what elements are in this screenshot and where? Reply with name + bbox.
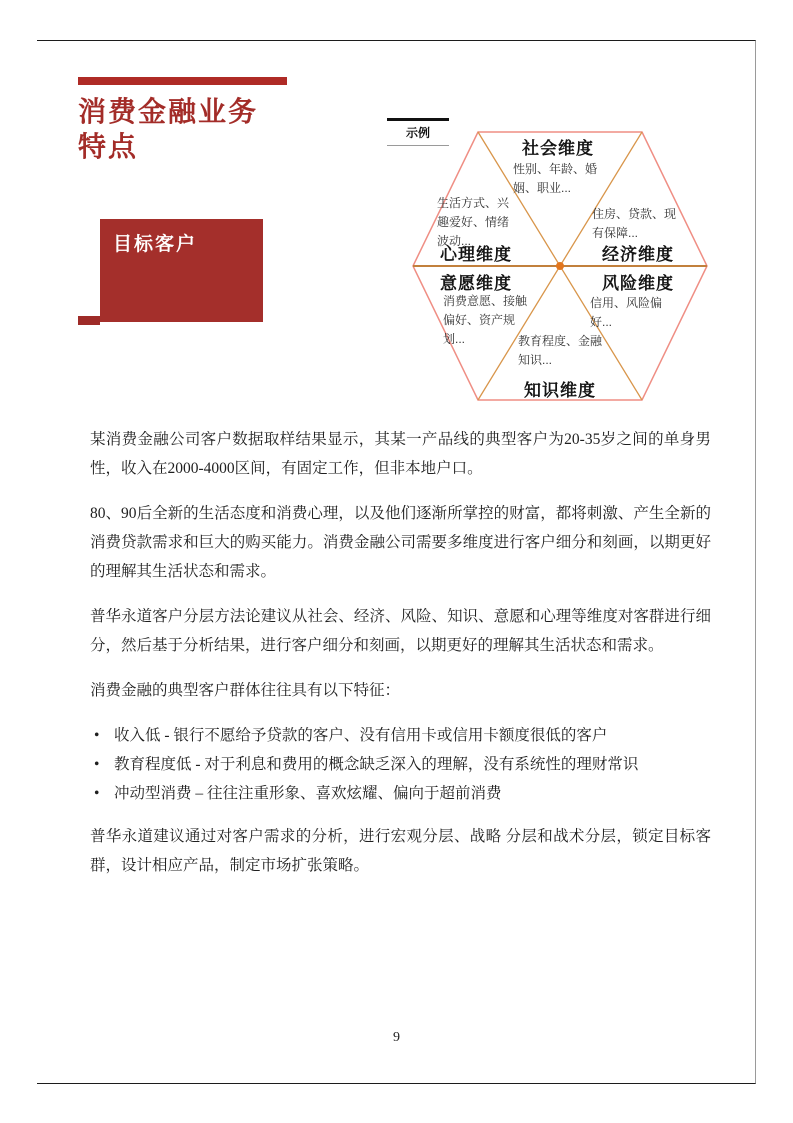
bullet-text: 冲动型消费 – 往往注重形象、喜欢炫耀、偏向于超前消费 [114,785,502,802]
bullet-icon: • [94,756,100,773]
dimension-detail-knowledge: 教育程度、金融知识... [518,334,603,367]
paragraph: 某消费金融公司客户数据取样结果显示，其某一产品线的典型客户为20-35岁之间的单身男性，收入在2000-4000区间，有固定工作，但非本地户口。 [90,431,711,477]
page-number: 9 [393,1030,400,1045]
section-box-corner-mark [78,316,100,325]
title-accent-bar [78,77,287,85]
dimension-label-risk: 风险维度 [602,274,674,293]
section-box [100,219,263,322]
page-title [78,95,378,165]
dimension-label-social: 社会维度 [522,139,594,158]
dimension-label-willingness: 意愿维度 [440,274,512,293]
dimension-label-psychological: 心理维度 [440,245,512,264]
dimension-label-economic: 经济维度 [602,245,674,264]
section-box-label: 目标客户 [113,234,198,255]
list-item [90,750,711,779]
bullet-icon: • [94,785,100,802]
paragraph: 普华永道客户分层方法论建议从社会、经济、风险、知识、意愿和心理等维度对客群进行细分，然后基于分析结果，进行客户细分和刻画，以期更好的理解其生活状态和需求。 [90,608,711,654]
paragraph: 消费金融的典型客户群体往往具有以下特征： [90,682,401,699]
dimension-detail-risk: 信用、风险偏好... [590,296,663,329]
closing-paragraph: 普华永道建议通过对客户需求的分析，进行宏观分层、战略 分层和战术分层，锁定目标客群，设计相应产品，制定市场扩张策略。 [90,828,711,874]
bullet-text: 教育程度低 - 对于利息和费用的概念缺乏深入的理解，没有系统性的理财常识 [114,756,639,773]
dimension-label-knowledge: 知识维度 [524,381,596,400]
dimensions-hexagon-diagram [385,112,730,417]
dimension-detail-economic: 住房、贷款、现有保障... [592,207,677,240]
paragraph: 80、90后全新的生活态度和消费心理，以及他们逐渐所掌控的财富，都将刺激、产生全新的消费贷款需求和巨大的购买能力。消费金融公司需要多维度进行客户细分和刻画，以期更好的理解其生活状态和需求。 [90,505,711,580]
body-text [90,425,711,896]
feature-bullet-list [90,721,711,808]
page-title-line1: 消费金融业务 [78,97,259,128]
page-title-line2: 特点 [78,132,139,163]
example-label: 示例 [387,118,449,146]
dimension-detail-willingness: 消费意愿、接触偏好、资产规划... [443,294,528,346]
dimension-detail-psychological: 生活方式、兴趣爱好、情绪波动... [437,196,510,248]
bullet-text: 收入低 - 银行不愿给予贷款的客户、没有信用卡或信用卡额度很低的客户 [114,727,608,744]
list-item [90,721,711,750]
list-item [90,779,711,808]
dimension-detail-social: 性别、年龄、婚姻、职业... [513,162,598,195]
bullet-icon: • [94,727,100,744]
